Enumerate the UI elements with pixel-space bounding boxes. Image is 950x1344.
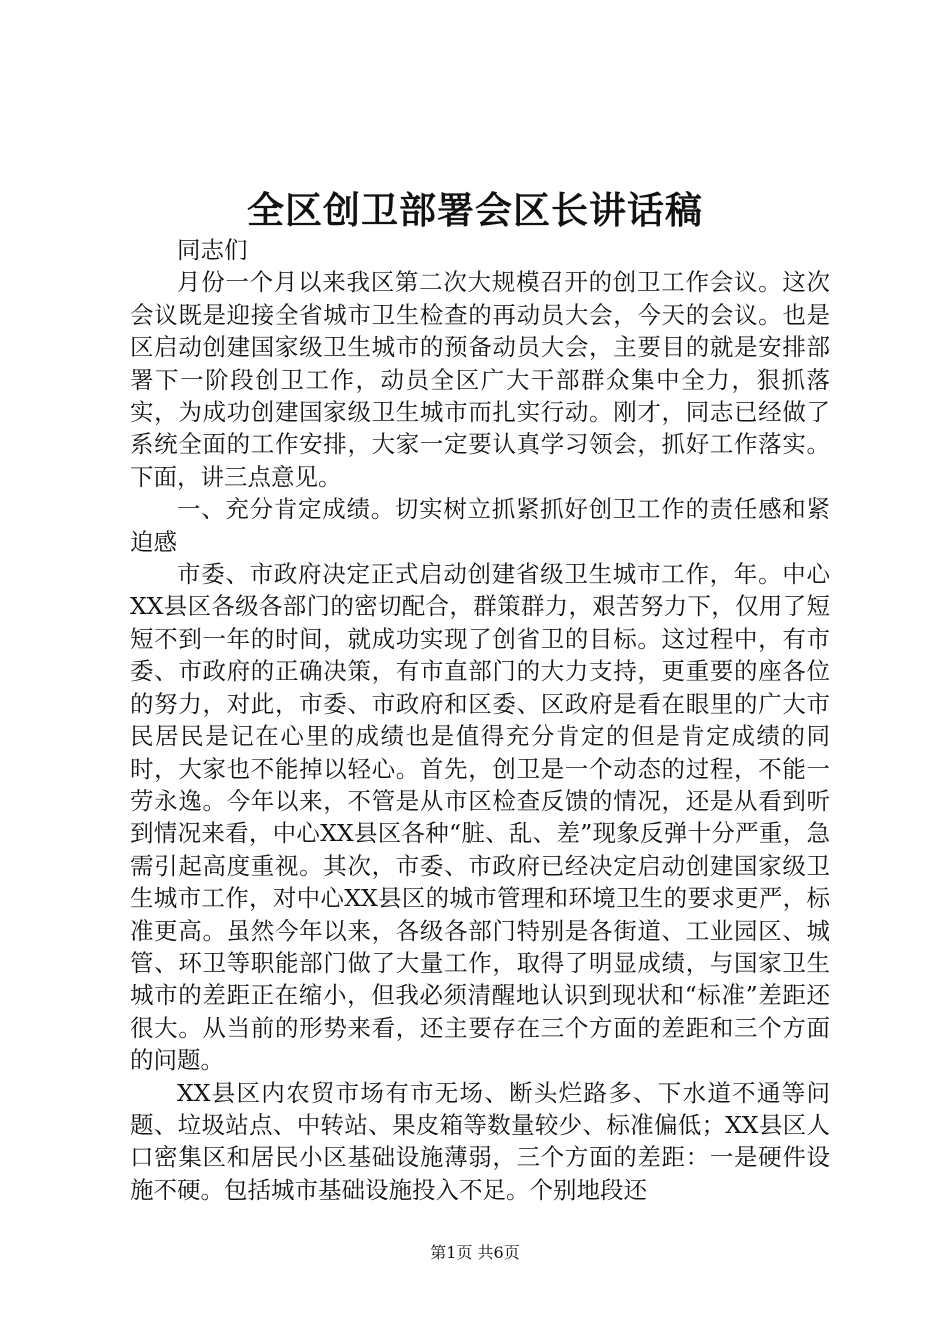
page-number-footer: 第1页 共6页 [430, 1243, 520, 1262]
paragraph-intro: 月份一个月以来我区第二次大规模召开的创卫工作会议。这次会议既是迎接全省城市卫生检查的再动员大会，今天的会议。也是区启动创建国家级卫生城市的预备动员大会，主要目的就是安排部署下一阶段创卫工作，动员全区广大干部群众集中全力，狠抓落实，为成功创建国家级卫生城市而扎实行动。刚才，同志已经做了系统全面的工作安排，大家一定要认真学习领会，抓好工作落实。下面，讲三点意见。 [130, 268, 830, 491]
paragraph-gaps: XX县区内农贸市场有市无场、断头烂路多、下水道不通等问题、垃圾站点、中转站、果皮箱等数量较少、标准偏低；XX县区人口密集区和居民小区基础设施薄弱，三个方面的差距：一是硬件设施不硬。包括城市基础设施投入不足。个别地段还 [130, 1078, 830, 1204]
salutation: 同志们 [177, 236, 248, 264]
paragraph-achievements: 市委、市政府决定正式启动创建省级卫生城市工作，年。中心XX县区各级各部门的密切配合，群策群力，艰苦努力下，仅用了短短不到一年的时间，就成功实现了创省卫的目标。这过程中，有市委、市政府的正确决策，有市直部门的大力支持，更重要的座各位的努力，对此，市委、市政府和区委、区政府是看在眼里的广大市民居民是记在心里的成绩也是值得充分肯定的但是肯定成绩的同时，大家也不能掉以轻心。首先，创卫是一个动态的过程，不能一劳永逸。今年以来，不管是从市区检查反馈的情况，还是从看到听到情况来看，中心XX县区各种“脏、乱、差”现象反弹十分严重，急需引起高度重视。其次，市委、市政府已经决定启动创建国家级卫生城市工作，对中心XX县区的城市管理和环境卫生的要求更严，标准更高。虽然今年以来，各级各部门特别是各街道、工业园区、城管、环卫等职能部门做了大量工作，取得了明显成绩，与国家卫生城市的差距正在缩小，但我必须清醒地认识到现状和“标准”差距还很大。从当前的形势来看，还主要存在三个方面的差距和三个方面的问题。 [130, 560, 830, 1075]
document-body [130, 234, 830, 1206]
section-heading-1: 一、充分肯定成绩。切实树立抓紧抓好创卫工作的责任感和紧迫感 [130, 495, 830, 556]
document-title: 全区创卫部署会区长讲话稿 [247, 188, 703, 232]
